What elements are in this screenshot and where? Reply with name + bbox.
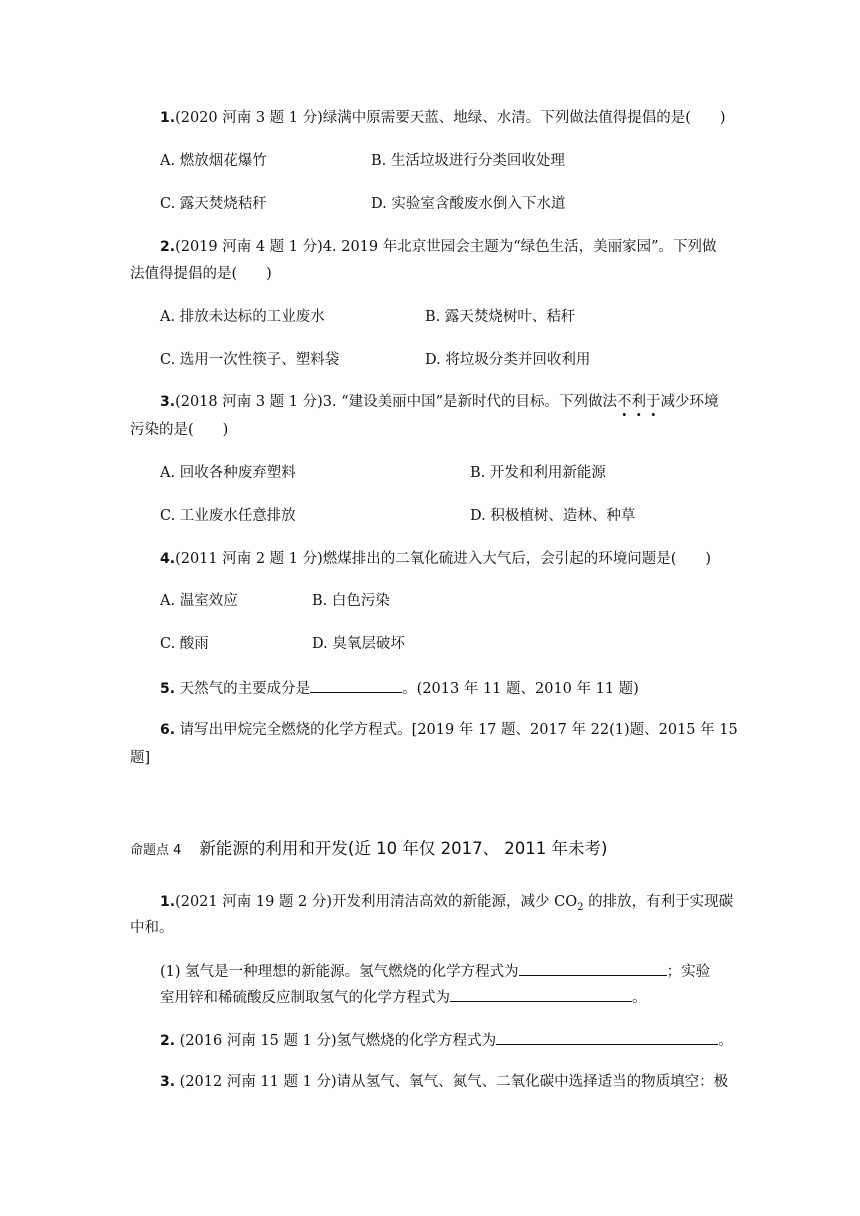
- q6-number: 6.: [160, 722, 176, 738]
- q3-emphasis-char: 不: [617, 394, 632, 410]
- q4-option-b: B. 白色污染: [312, 593, 390, 609]
- q5-text-a: 天然气的主要成分是: [179, 681, 311, 697]
- s1-number: 1.: [160, 894, 176, 910]
- q5-stem: [160, 677, 639, 699]
- s1-part1-text-d: 。: [632, 990, 647, 1006]
- q2-number: 2.: [160, 239, 176, 255]
- s1-part1-text-a: (1) 氢气是一种理想的新能源。氢气燃烧的化学方程式为: [160, 964, 519, 980]
- q4-option-a: A. 温室效应: [160, 593, 238, 609]
- s1-subscript: 2: [577, 901, 584, 913]
- q3-stem-line2: 污染的是( ): [130, 422, 229, 438]
- q4-stem: [160, 549, 711, 569]
- s3-number: 3.: [160, 1074, 176, 1090]
- q3-option-c: C. 工业废水任意排放: [160, 508, 296, 524]
- s2-number: 2.: [160, 1033, 176, 1049]
- q1-number: 1.: [160, 110, 176, 126]
- q4-option-c: C. 酸雨: [160, 636, 209, 652]
- q3-option-d: D. 积极植树、造林、种草: [470, 508, 636, 524]
- section-title: 新能源的利用和开发(近 10 年仅 2017、 2011 年未考): [199, 839, 608, 858]
- q3-text-a: (2018 河南 3 题 1 分)3. “建设美丽中国”是新时代的目标。下列做法: [175, 394, 618, 410]
- s1-part1-text-c: 室用锌和稀硫酸反应制取氢气的化学方程式为: [160, 990, 450, 1006]
- s2-stem: [160, 1029, 733, 1051]
- s1-part1-line2: [160, 986, 647, 1008]
- s1-part1-blank-2[interactable]: [450, 986, 632, 1002]
- q2-stem: [160, 237, 717, 257]
- s1-part1-blank-1[interactable]: [519, 960, 667, 976]
- s1-text-a: (2021 河南 19 题 2 分)开发利用清洁高效的新能源，减少 CO: [175, 894, 578, 910]
- q3-emphasis-char: 于: [646, 394, 661, 410]
- q5-answer-blank[interactable]: [310, 677, 402, 693]
- section-label: 命题点 4: [130, 843, 182, 858]
- s2-answer-blank[interactable]: [496, 1029, 718, 1045]
- q2-option-a: A. 排放未达标的工业废水: [160, 309, 325, 325]
- q1-option-a: A. 燃放烟花爆竹: [160, 153, 267, 169]
- q1-text: (2020 河南 3 题 1 分)绿满中原需要天蓝、地绿、水清。下列做法值得提倡的是( ): [175, 110, 726, 126]
- s2-text-a: (2016 河南 15 题 1 分)氢气燃烧的化学方程式为: [179, 1033, 497, 1049]
- q5-text-b: 。(2013 年 11 题、2010 年 11 题): [402, 681, 639, 697]
- s1-part1-text-b: ；实验: [666, 964, 711, 980]
- section-heading: [130, 838, 607, 862]
- q3-text-b: 减少环境: [660, 394, 719, 410]
- q3-stem: [160, 392, 719, 412]
- q6-stem: [160, 720, 738, 740]
- q2-text: (2019 河南 4 题 1 分)4. 2019 年北京世园会主题为“绿色生活，美丽家园”。下列做: [175, 239, 717, 255]
- s1-text-b: 的排放，有利于实现碳: [583, 894, 734, 910]
- s2-text-b: 。: [718, 1033, 733, 1049]
- q1-option-d: D. 实验室含酸废水倒入下水道: [371, 196, 566, 212]
- q2-stem-line2: 法值得提倡的是( ): [130, 266, 272, 282]
- q2-option-c: C. 选用一次性筷子、塑料袋: [160, 352, 340, 368]
- q4-number: 4.: [160, 551, 176, 567]
- q3-number: 3.: [160, 394, 176, 410]
- q2-option-d: D. 将垃圾分类并回收利用: [425, 352, 591, 368]
- q2-option-b: B. 露天焚烧树叶、秸秆: [425, 309, 576, 325]
- s3-stem: [160, 1072, 728, 1092]
- q1-option-c: C. 露天焚烧秸秆: [160, 196, 267, 212]
- q3-emphasis-char: 利: [631, 394, 647, 410]
- s1-stem: [160, 892, 733, 918]
- q4-text: (2011 河南 2 题 1 分)燃煤排出的二氧化硫进入大气后，会引起的环境问题是( ): [175, 551, 712, 567]
- q3-option-a: A. 回收各种废弃塑料: [160, 465, 296, 481]
- s1-stem-line2: 中和。: [130, 920, 174, 936]
- q5-number: 5.: [160, 681, 176, 697]
- q6-stem-line2: 题]: [130, 750, 151, 766]
- s1-part1: [160, 960, 710, 982]
- q6-text: 请写出甲烷完全燃烧的化学方程式。[2019 年 17 题、2017 年 22(1)题、2015 年 15: [179, 722, 738, 738]
- q4-option-d: D. 臭氧层破坏: [312, 636, 405, 652]
- q1-option-b: B. 生活垃圾进行分类回收处理: [371, 153, 565, 169]
- q1-stem: [160, 108, 726, 128]
- q3-option-b: B. 开发和利用新能源: [470, 465, 606, 481]
- s3-text: (2012 河南 11 题 1 分)请从氢气、氧气、氮气、二氧化碳中选择适当的物质填空：极: [179, 1074, 729, 1090]
